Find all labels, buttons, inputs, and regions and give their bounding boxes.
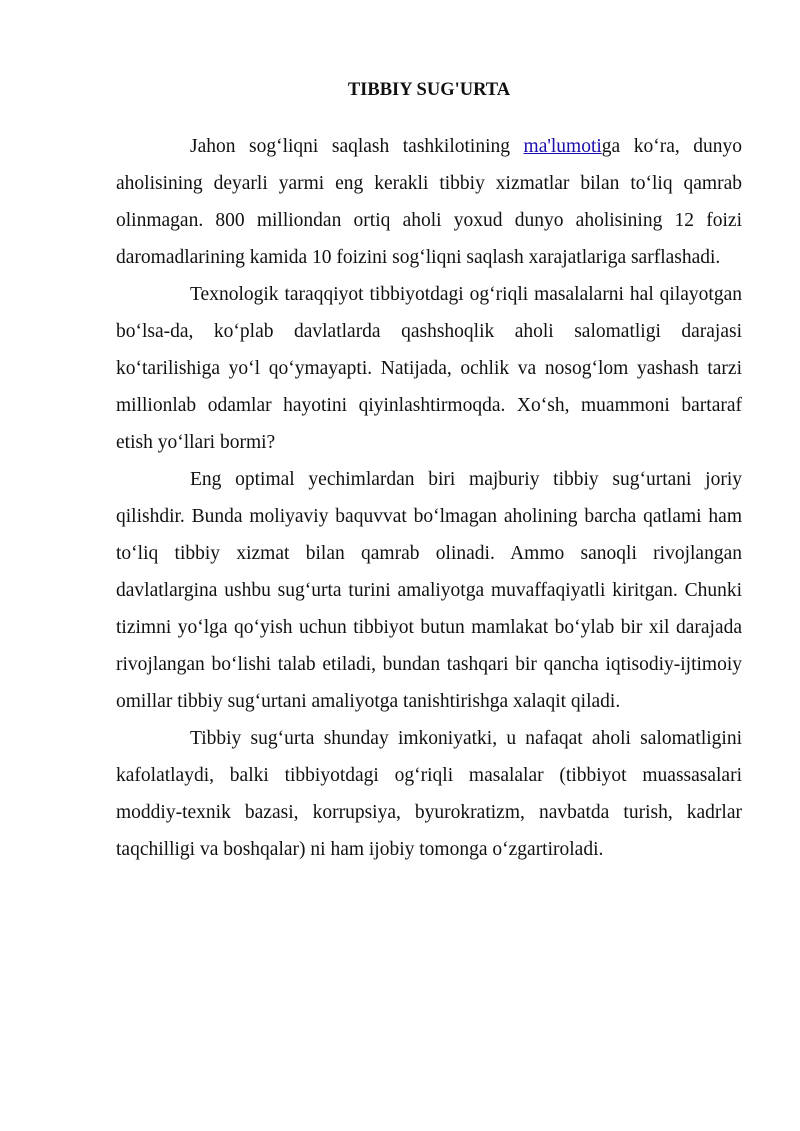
document-title: TIBBIY SUG'URTA [347,80,511,100]
paragraph-1 [116,128,742,276]
paragraph-2: Texnologik taraqqiyot tibbiyotdagi og‘riqli masalalarni hal qilayotgan bo‘lsa-da, ko‘plab davlatlarda qashshoqlik aholi salomatligi darajasi ko‘tarilishiga yo‘l qo‘ymayapti. Natijada, ochlik va nosog‘lom yashash tarzi millionlab odamlar hayotini qiyinlashtirmoqda. Xo‘sh, muammoni bartaraf etish yo‘llari bormi? [116,284,742,453]
paragraph-1-text-before-link: Jahon sog‘liqni saqlash tashkilotining [190,136,524,157]
paragraph-4: Tibbiy sug‘urta shunday imkoniyatki, u nafaqat aholi salomatligini kafolatlaydi, balki tibbiyotdagi og‘riqli masalalar (tibbiyot muassasalari moddiy-texnik bazasi, korrupsiya, byurokratizm, navbatda turish, kadrlar taqchilligi va boshqalar) ni ham ijobiy tomonga o‘zgartiroladi. [116,728,742,860]
document-page [116,78,742,868]
malumoti-link[interactable]: ma'lumoti [523,136,602,157]
paragraph-1-text-after-link: ga ko‘ra, dunyo aholisining deyarli yarmi eng kerakli tibbiy xizmatlar bilan to‘liq qamrab olinmagan. 800 milliondan ortiq aholi yoxud dunyo aholisining 12 foizi daromadlarining kamida 10 foizini sog‘liqni saqlash xarajatlariga sarflashadi. [116,136,742,268]
paragraph-3: Eng optimal yechimlardan biri majburiy tibbiy sug‘urtani joriy qilishdir. Bunda moliyaviy baquvvat bo‘lmagan aholining barcha qatlami ham to‘liq tibbiy xizmat bilan qamrab olinadi. Ammo sanoqli rivojlangan davlatlargina ushbu sug‘urta turini amaliyotga muvaffaqiyatli kiritgan. Chunki tizimni yo‘lga qo‘yish uchun tibbiyot butun mamlakat bo‘ylab bir xil darajada rivojlangan bo‘lishi talab etiladi, bundan tashqari bir qancha iqtisodiy-ijtimoiy omillar tibbiy sug‘urtani amaliyotga tanishtirishga xalaqit qiladi. [116,469,742,712]
